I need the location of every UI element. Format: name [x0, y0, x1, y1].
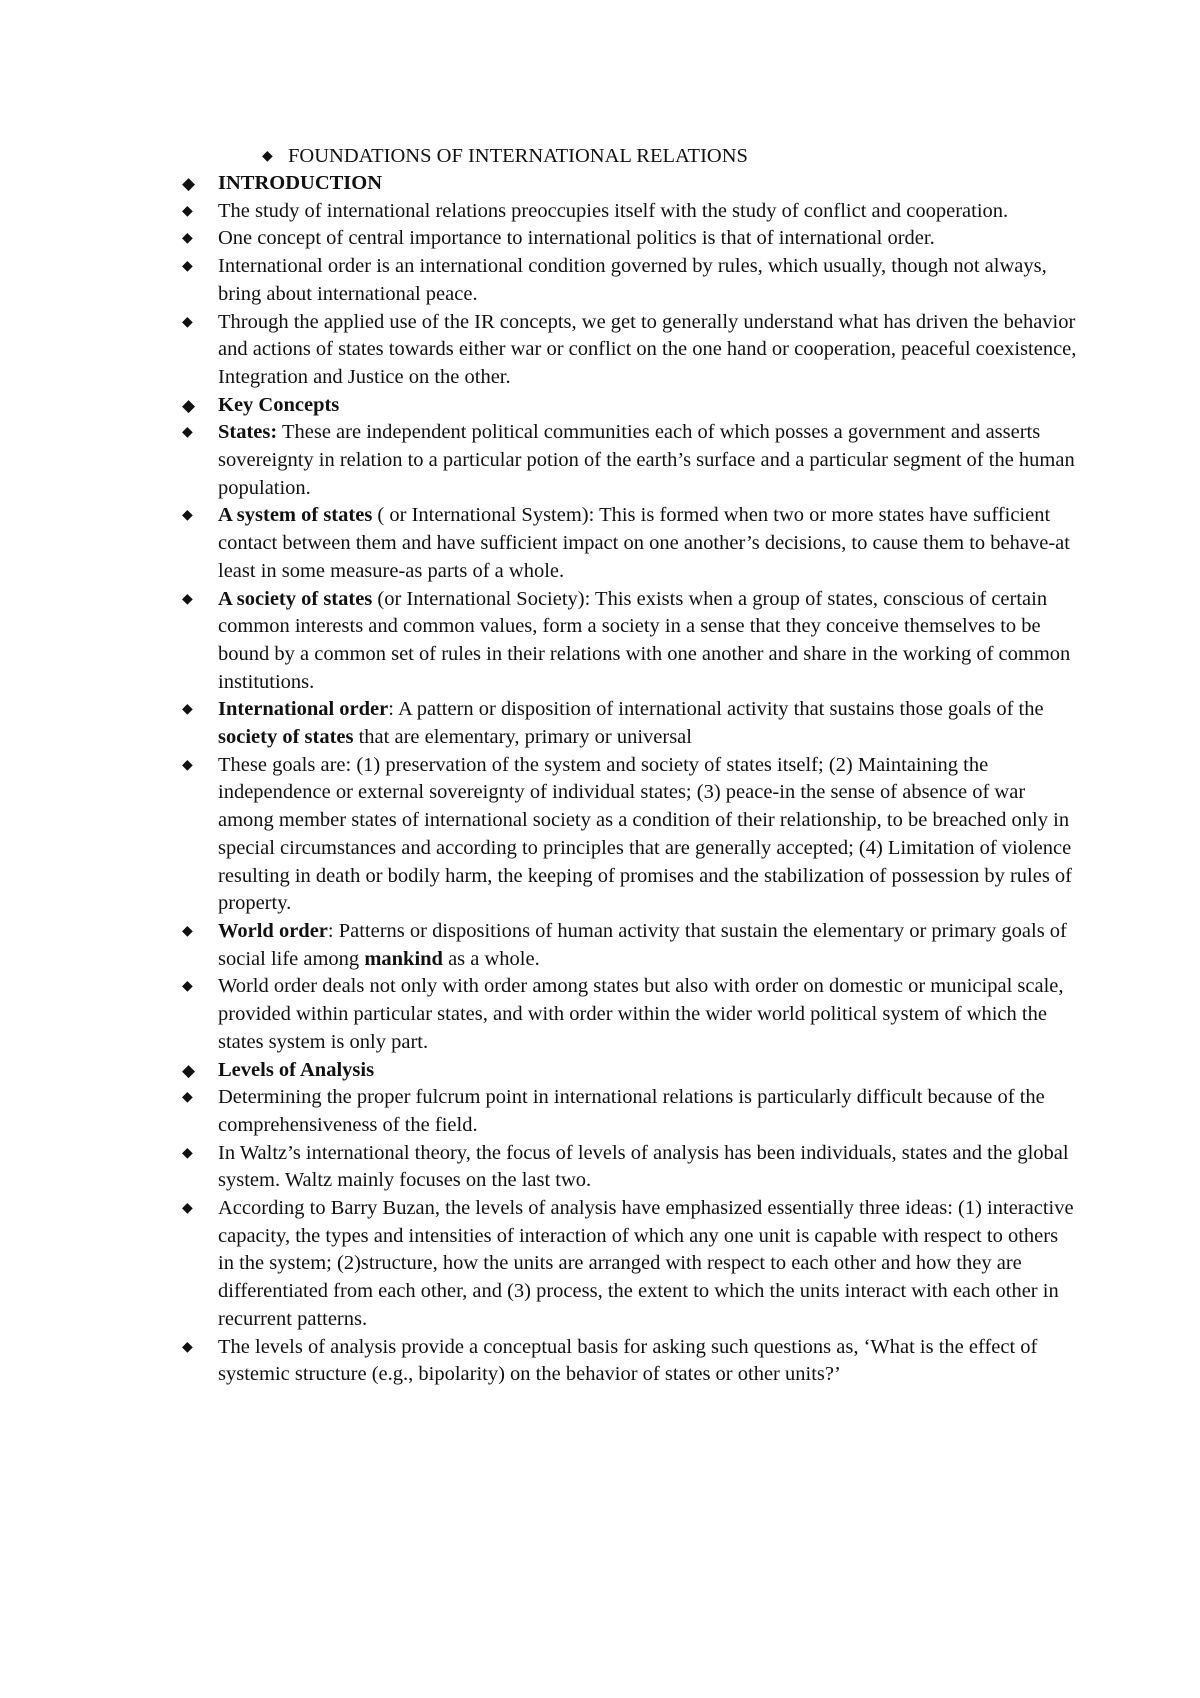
bold-term: A society of states — [218, 587, 373, 610]
bullet-diamond-icon: ◆ — [262, 149, 273, 164]
bullet-text: Determining the proper fulcrum point in international relations is particularly difficult because of the comprehensiveness of the field. — [218, 1086, 1045, 1136]
bold-term: States: — [218, 421, 278, 444]
bullet-text: International order is an international condition governed by rules, which usually, though not always, bring about international peace. — [218, 255, 1047, 305]
bullet-text: ( or International System): This is formed when two or more states have sufficient contact between them and have sufficient impact on one another’s decisions, to cause them to behave-at least in some measure-as parts of a whole. — [218, 504, 1070, 582]
section-heading — [0, 170, 1078, 198]
bullet-diamond-icon: ◆ — [182, 174, 196, 193]
bullet-diamond-icon: ◆ — [182, 923, 193, 939]
bullet-text: : Patterns or dispositions of human activity that sustain the elementary or primary goals of social life among — [218, 919, 1067, 970]
bullet-text: INTRODUCTION — [218, 172, 383, 194]
bullet-diamond-icon: ◆ — [182, 314, 193, 330]
bullet-diamond-icon: ◆ — [182, 231, 193, 247]
bullet-diamond-icon: ◆ — [182, 508, 193, 524]
bullet-text: Levels of Analysis — [218, 1058, 375, 1081]
bullet-item — [0, 752, 1078, 918]
bullet-diamond-icon: ◆ — [182, 591, 193, 607]
bullet-item — [0, 1140, 1078, 1195]
bullet-diamond-icon: ◆ — [182, 1339, 193, 1355]
bullet-item — [0, 419, 1078, 502]
bullet-diamond-icon: ◆ — [182, 425, 193, 441]
bullet-text: According to Barry Buzan, the levels of analysis have emphasized essentially three ideas: (1) interactive capacity, the types and intensities of interaction of which any one unit is capable with respect to others in the system; (2)structure, how the units are arranged with respect to each other and how they are differentiated from each other, and (3) process, the extent to which the units interact with each other in recurrent patterns. — [218, 1197, 1074, 1330]
bold-term: International order — [218, 698, 389, 721]
bullet-diamond-icon: ◆ — [182, 1090, 193, 1106]
bold-term: A system of states — [218, 504, 373, 527]
document-body — [0, 143, 1200, 1389]
bullet-item — [0, 696, 1078, 751]
section-heading — [0, 392, 1078, 420]
document-title — [0, 143, 1200, 170]
bullet-item — [0, 973, 1078, 1056]
bullet-diamond-icon: ◆ — [182, 1060, 196, 1080]
bullet-text: In Waltz’s international theory, the focus of levels of analysis has been individuals, states and the global system. Waltz mainly focuses on the last two. — [218, 1141, 1069, 1192]
bullet-diamond-icon: ◆ — [182, 1145, 193, 1161]
bullet-text: These goals are: (1) preservation of the system and society of states itself; (2) Maintaining the independence or external sovereignty of individual states; (3) peace-in the sense of absence of war among member states of international society as a condition of their relationship, to be breached only in special circumstances and according to principles that are generally accepted; (4) Limitation of violence resulting in death or bodily harm, the keeping of promises and the stabilization of possession by rules of property. — [218, 753, 1073, 915]
bullet-item — [0, 1334, 1078, 1389]
bullet-text: Through the applied use of the IR concepts, we get to generally understand what has driven the behavior and actions of states towards either war or conflict on the one hand or cooperation, peaceful coexistence, Integration and Justice on the other. — [218, 310, 1077, 388]
title-text: FOUNDATIONS OF INTERNATIONAL RELATIONS — [288, 145, 748, 167]
bullet-text: that are elementary, primary or universal — [353, 726, 692, 749]
bullet-diamond-icon: ◆ — [182, 757, 193, 773]
bullet-item — [0, 586, 1078, 697]
bullet-item — [0, 502, 1078, 585]
bullet-item — [0, 1195, 1078, 1334]
section-heading — [0, 1057, 1078, 1085]
bullet-text: Key Concepts — [218, 393, 340, 416]
bullet-diamond-icon: ◆ — [182, 702, 193, 718]
bullet-text: The levels of analysis provide a conceptual basis for asking such questions as, ‘What is the effect of systemic structure (e.g., bipolarity) on the behavior of states or other units?’ — [218, 1335, 1038, 1386]
bullet-list — [0, 170, 1200, 1389]
bullet-item — [0, 309, 1078, 392]
bullet-text: One concept of central importance to international politics is that of international order. — [218, 227, 935, 250]
bullet-item — [0, 918, 1078, 973]
bullet-text: World order deals not only with order among states but also with order on domestic or municipal scale, provided within particular states, and with order within the wider world political system of which the states system is only part. — [218, 975, 1064, 1053]
bullet-item — [0, 225, 1078, 253]
bullet-text: : A pattern or disposition of international activity that sustains those goals of the — [388, 698, 1044, 721]
bold-term: mankind — [364, 947, 443, 970]
bullet-diamond-icon: ◆ — [182, 979, 193, 995]
bullet-text: These are independent political communities each of which posses a government and asserts sovereignty in relation to a particular potion of the earth’s surface and a particular segment of the human population. — [218, 421, 1075, 499]
bullet-diamond-icon: ◆ — [182, 203, 193, 219]
bullet-text: The study of international relations preoccupies itself with the study of conflict and cooperation. — [218, 199, 1009, 222]
bullet-item — [0, 253, 1078, 308]
bullet-item — [0, 198, 1078, 226]
bullet-text: as a whole. — [442, 947, 540, 970]
bullet-diamond-icon: ◆ — [182, 395, 196, 415]
bold-term: society of states — [218, 726, 354, 749]
bullet-item — [0, 1084, 1078, 1139]
bold-term: World order — [218, 919, 328, 942]
bullet-text: (or International Society): This exists when a group of states, conscious of certain common interests and common values, form a society in a sense that they conceive themselves to be bound by a common set of rules in their relations with one another and share in the working of common institutions. — [218, 587, 1071, 693]
bullet-diamond-icon: ◆ — [182, 259, 193, 275]
bullet-diamond-icon: ◆ — [182, 1201, 193, 1217]
